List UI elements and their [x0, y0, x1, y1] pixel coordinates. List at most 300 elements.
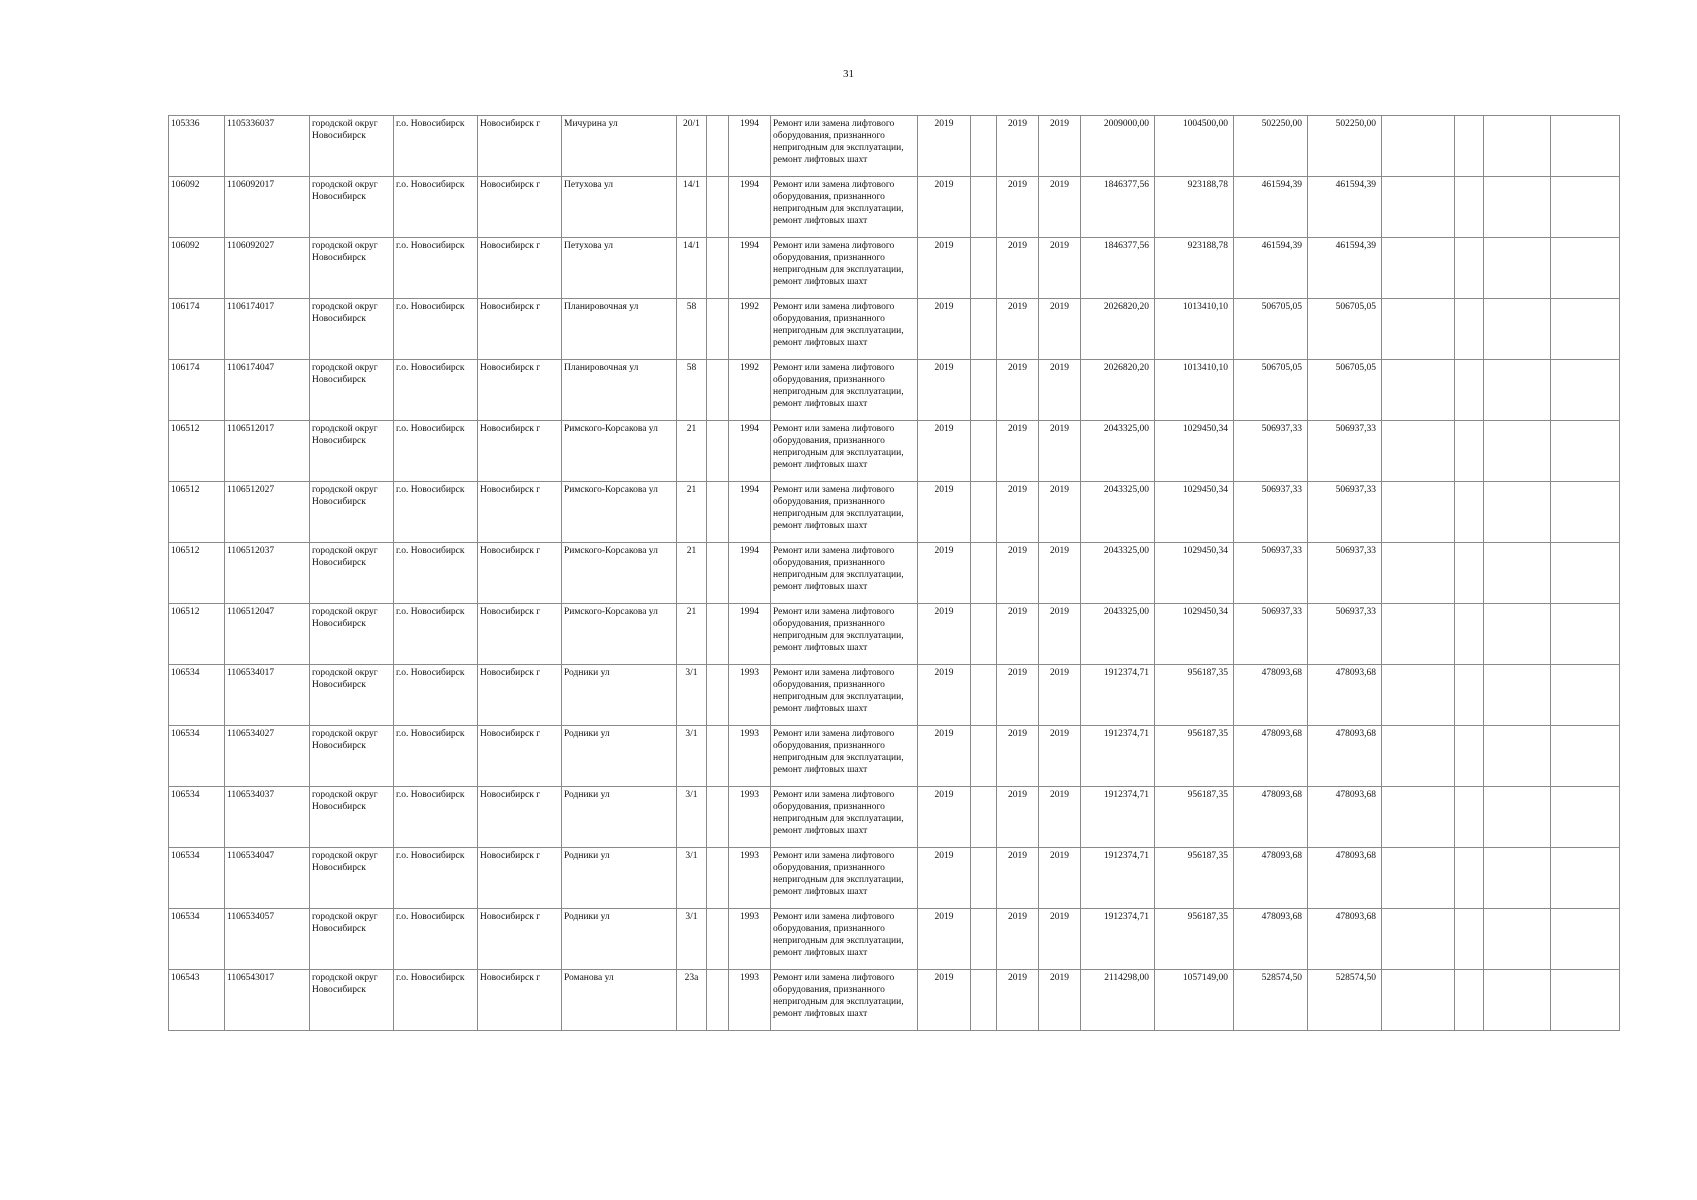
cell-empty — [1551, 665, 1620, 726]
cell-cost-total: 2114298,00 — [1081, 970, 1155, 1031]
cell-empty — [1455, 543, 1484, 604]
cell-municipality: городской округ Новосибирск — [310, 909, 394, 970]
cell-city-district: г.о. Новосибирск — [394, 116, 478, 177]
cell-work-type: Ремонт или замена лифтового оборудования, признанного непригодным для эксплуатации, ремонт лифтовых шахт — [771, 177, 918, 238]
cell-cost-region: 461594,39 — [1234, 238, 1308, 299]
cell-empty — [1455, 116, 1484, 177]
cell-house-number: 58 — [677, 360, 707, 421]
cell-empty — [707, 360, 729, 421]
cell-settlement: Новосибирск г — [478, 604, 562, 665]
cell-start-year: 2019 — [997, 604, 1039, 665]
cell-object-id: 106092 — [169, 238, 225, 299]
cell-street: Родники ул — [562, 909, 677, 970]
cell-cost-fund: 923188,78 — [1155, 177, 1234, 238]
cell-end-year: 2019 — [1039, 421, 1081, 482]
cell-settlement: Новосибирск г — [478, 543, 562, 604]
cell-street: Римского-Корсакова ул — [562, 421, 677, 482]
cell-start-year: 2019 — [997, 238, 1039, 299]
cell-cost-region: 506705,05 — [1234, 360, 1308, 421]
cell-object-id: 106512 — [169, 604, 225, 665]
cell-element-code: 1106512027 — [225, 482, 310, 543]
cell-empty — [971, 543, 997, 604]
cell-end-year: 2019 — [1039, 177, 1081, 238]
cell-work-type: Ремонт или замена лифтового оборудования, признанного непригодным для эксплуатации, ремонт лифтовых шахт — [771, 543, 918, 604]
cell-empty — [1455, 665, 1484, 726]
cell-empty — [1551, 360, 1620, 421]
page-number: 31 — [843, 68, 854, 80]
cell-work-type: Ремонт или замена лифтового оборудования, признанного непригодным для эксплуатации, ремонт лифтовых шахт — [771, 787, 918, 848]
cell-work-type: Ремонт или замена лифтового оборудования, признанного непригодным для эксплуатации, ремонт лифтовых шахт — [771, 909, 918, 970]
cell-cost-fund: 923188,78 — [1155, 238, 1234, 299]
cell-start-year: 2019 — [997, 970, 1039, 1031]
cell-year-built: 1994 — [729, 421, 771, 482]
cell-element-code: 1106512047 — [225, 604, 310, 665]
cell-cost-fund: 1029450,34 — [1155, 421, 1234, 482]
cell-empty — [707, 543, 729, 604]
cell-empty — [971, 848, 997, 909]
cell-municipality: городской округ Новосибирск — [310, 177, 394, 238]
cell-empty — [971, 238, 997, 299]
table-row — [169, 604, 1620, 665]
cell-empty — [1484, 360, 1551, 421]
cell-cost-total: 1846377,56 — [1081, 177, 1155, 238]
cell-empty — [1455, 238, 1484, 299]
cell-city-district: г.о. Новосибирск — [394, 970, 478, 1031]
cell-cost-total: 1912374,71 — [1081, 726, 1155, 787]
cell-start-year: 2019 — [997, 177, 1039, 238]
cell-cost-fund: 1013410,10 — [1155, 360, 1234, 421]
table-row — [169, 543, 1620, 604]
cell-cost-local: 506937,33 — [1308, 604, 1382, 665]
cell-house-number: 21 — [677, 482, 707, 543]
cell-cost-total: 2043325,00 — [1081, 604, 1155, 665]
cell-cost-region: 506705,05 — [1234, 299, 1308, 360]
cell-cost-region: 528574,50 — [1234, 970, 1308, 1031]
cell-house-number: 3/1 — [677, 665, 707, 726]
cell-work-type: Ремонт или замена лифтового оборудования, признанного непригодным для эксплуатации, ремонт лифтовых шахт — [771, 726, 918, 787]
cell-end-year: 2019 — [1039, 116, 1081, 177]
cell-city-district: г.о. Новосибирск — [394, 543, 478, 604]
cell-empty — [1551, 299, 1620, 360]
cell-cost-total: 2043325,00 — [1081, 421, 1155, 482]
cell-cost-local: 478093,68 — [1308, 665, 1382, 726]
cell-empty — [1551, 421, 1620, 482]
cell-cost-local: 506705,05 — [1308, 299, 1382, 360]
cell-empty — [1455, 421, 1484, 482]
cell-plan-year: 2019 — [918, 116, 971, 177]
cell-cost-total: 2043325,00 — [1081, 482, 1155, 543]
cell-empty — [707, 909, 729, 970]
cell-cost-region: 478093,68 — [1234, 726, 1308, 787]
cell-empty — [707, 787, 729, 848]
cell-cost-local: 478093,68 — [1308, 848, 1382, 909]
cell-work-type: Ремонт или замена лифтового оборудования, признанного непригодным для эксплуатации, ремонт лифтовых шахт — [771, 360, 918, 421]
cell-cost-local: 506937,33 — [1308, 421, 1382, 482]
cell-element-code: 1106174047 — [225, 360, 310, 421]
cell-street: Планировочная ул — [562, 299, 677, 360]
cell-empty — [971, 909, 997, 970]
cell-empty — [1551, 604, 1620, 665]
cell-settlement: Новосибирск г — [478, 665, 562, 726]
cell-empty — [707, 421, 729, 482]
cell-object-id: 106534 — [169, 665, 225, 726]
cell-cost-local: 461594,39 — [1308, 238, 1382, 299]
cell-cost-total: 1846377,56 — [1081, 238, 1155, 299]
cell-cost-local: 502250,00 — [1308, 116, 1382, 177]
capital-repair-table — [168, 115, 1620, 1031]
cell-municipality: городской округ Новосибирск — [310, 116, 394, 177]
cell-house-number: 3/1 — [677, 848, 707, 909]
cell-empty — [1382, 665, 1455, 726]
cell-empty — [707, 299, 729, 360]
cell-plan-year: 2019 — [918, 421, 971, 482]
cell-work-type: Ремонт или замена лифтового оборудования, признанного непригодным для эксплуатации, ремонт лифтовых шахт — [771, 482, 918, 543]
cell-empty — [1382, 360, 1455, 421]
cell-plan-year: 2019 — [918, 177, 971, 238]
cell-cost-fund: 956187,35 — [1155, 848, 1234, 909]
cell-empty — [1455, 360, 1484, 421]
cell-year-built: 1994 — [729, 482, 771, 543]
cell-municipality: городской округ Новосибирск — [310, 421, 394, 482]
cell-house-number: 14/1 — [677, 238, 707, 299]
cell-municipality: городской округ Новосибирск — [310, 787, 394, 848]
cell-cost-region: 478093,68 — [1234, 787, 1308, 848]
table-row — [169, 482, 1620, 543]
cell-settlement: Новосибирск г — [478, 848, 562, 909]
cell-house-number: 21 — [677, 421, 707, 482]
cell-settlement: Новосибирск г — [478, 299, 562, 360]
cell-year-built: 1993 — [729, 726, 771, 787]
cell-municipality: городской округ Новосибирск — [310, 726, 394, 787]
cell-year-built: 1993 — [729, 970, 771, 1031]
cell-empty — [1551, 909, 1620, 970]
cell-empty — [971, 970, 997, 1031]
cell-empty — [971, 421, 997, 482]
cell-empty — [1484, 543, 1551, 604]
cell-empty — [1382, 177, 1455, 238]
cell-cost-region: 506937,33 — [1234, 482, 1308, 543]
cell-work-type: Ремонт или замена лифтового оборудования, признанного непригодным для эксплуатации, ремонт лифтовых шахт — [771, 848, 918, 909]
cell-cost-total: 2026820,20 — [1081, 360, 1155, 421]
cell-street: Родники ул — [562, 787, 677, 848]
cell-city-district: г.о. Новосибирск — [394, 299, 478, 360]
cell-empty — [971, 482, 997, 543]
cell-municipality: городской округ Новосибирск — [310, 360, 394, 421]
cell-object-id: 106174 — [169, 360, 225, 421]
cell-object-id: 106512 — [169, 543, 225, 604]
cell-empty — [1382, 726, 1455, 787]
cell-plan-year: 2019 — [918, 360, 971, 421]
cell-cost-fund: 1029450,34 — [1155, 543, 1234, 604]
cell-start-year: 2019 — [997, 665, 1039, 726]
cell-cost-fund: 1029450,34 — [1155, 482, 1234, 543]
cell-street: Родники ул — [562, 726, 677, 787]
cell-start-year: 2019 — [997, 482, 1039, 543]
cell-house-number: 3/1 — [677, 787, 707, 848]
cell-cost-total: 1912374,71 — [1081, 787, 1155, 848]
cell-cost-total: 2009000,00 — [1081, 116, 1155, 177]
cell-house-number: 23а — [677, 970, 707, 1031]
cell-house-number: 58 — [677, 299, 707, 360]
cell-plan-year: 2019 — [918, 665, 971, 726]
cell-empty — [1382, 909, 1455, 970]
cell-empty — [1484, 848, 1551, 909]
cell-year-built: 1993 — [729, 909, 771, 970]
cell-street: Римского-Корсакова ул — [562, 543, 677, 604]
cell-cost-total: 2043325,00 — [1081, 543, 1155, 604]
cell-element-code: 1106512037 — [225, 543, 310, 604]
cell-empty — [1455, 909, 1484, 970]
cell-cost-fund: 956187,35 — [1155, 665, 1234, 726]
cell-start-year: 2019 — [997, 421, 1039, 482]
table-body — [169, 116, 1620, 1031]
table-row — [169, 726, 1620, 787]
cell-city-district: г.о. Новосибирск — [394, 177, 478, 238]
cell-plan-year: 2019 — [918, 909, 971, 970]
cell-settlement: Новосибирск г — [478, 970, 562, 1031]
cell-empty — [971, 177, 997, 238]
cell-empty — [971, 726, 997, 787]
cell-city-district: г.о. Новосибирск — [394, 665, 478, 726]
cell-cost-local: 461594,39 — [1308, 177, 1382, 238]
cell-year-built: 1993 — [729, 848, 771, 909]
cell-object-id: 105336 — [169, 116, 225, 177]
cell-settlement: Новосибирск г — [478, 482, 562, 543]
cell-end-year: 2019 — [1039, 238, 1081, 299]
cell-end-year: 2019 — [1039, 726, 1081, 787]
cell-municipality: городской округ Новосибирск — [310, 665, 394, 726]
cell-end-year: 2019 — [1039, 787, 1081, 848]
cell-empty — [1382, 848, 1455, 909]
cell-empty — [1484, 238, 1551, 299]
cell-city-district: г.о. Новосибирск — [394, 909, 478, 970]
cell-street: Романова ул — [562, 970, 677, 1031]
cell-cost-total: 2026820,20 — [1081, 299, 1155, 360]
cell-municipality: городской округ Новосибирск — [310, 970, 394, 1031]
cell-house-number: 14/1 — [677, 177, 707, 238]
cell-empty — [1551, 177, 1620, 238]
cell-plan-year: 2019 — [918, 848, 971, 909]
cell-empty — [1551, 238, 1620, 299]
cell-cost-local: 528574,50 — [1308, 970, 1382, 1031]
cell-empty — [707, 848, 729, 909]
cell-year-built: 1994 — [729, 116, 771, 177]
cell-empty — [1484, 482, 1551, 543]
cell-plan-year: 2019 — [918, 482, 971, 543]
cell-empty — [971, 787, 997, 848]
cell-city-district: г.о. Новосибирск — [394, 787, 478, 848]
cell-empty — [1484, 665, 1551, 726]
cell-plan-year: 2019 — [918, 604, 971, 665]
cell-empty — [1382, 116, 1455, 177]
cell-empty — [1484, 177, 1551, 238]
cell-plan-year: 2019 — [918, 238, 971, 299]
cell-city-district: г.о. Новосибирск — [394, 421, 478, 482]
cell-object-id: 106092 — [169, 177, 225, 238]
cell-empty — [971, 116, 997, 177]
cell-empty — [707, 177, 729, 238]
cell-start-year: 2019 — [997, 360, 1039, 421]
cell-start-year: 2019 — [997, 909, 1039, 970]
cell-house-number: 3/1 — [677, 726, 707, 787]
table-row — [169, 970, 1620, 1031]
cell-cost-total: 1912374,71 — [1081, 665, 1155, 726]
cell-object-id: 106512 — [169, 421, 225, 482]
cell-empty — [1484, 726, 1551, 787]
cell-street: Планировочная ул — [562, 360, 677, 421]
cell-settlement: Новосибирск г — [478, 238, 562, 299]
cell-empty — [971, 665, 997, 726]
cell-empty — [1551, 848, 1620, 909]
cell-end-year: 2019 — [1039, 299, 1081, 360]
cell-street: Мичурина ул — [562, 116, 677, 177]
cell-element-code: 1106534037 — [225, 787, 310, 848]
cell-element-code: 1106534047 — [225, 848, 310, 909]
cell-municipality: городской округ Новосибирск — [310, 299, 394, 360]
cell-cost-fund: 1057149,00 — [1155, 970, 1234, 1031]
cell-street: Римского-Корсакова ул — [562, 482, 677, 543]
cell-plan-year: 2019 — [918, 299, 971, 360]
cell-empty — [1551, 116, 1620, 177]
cell-start-year: 2019 — [997, 787, 1039, 848]
cell-empty — [1484, 299, 1551, 360]
cell-object-id: 106543 — [169, 970, 225, 1031]
cell-settlement: Новосибирск г — [478, 726, 562, 787]
cell-cost-region: 461594,39 — [1234, 177, 1308, 238]
cell-end-year: 2019 — [1039, 848, 1081, 909]
cell-plan-year: 2019 — [918, 787, 971, 848]
cell-object-id: 106512 — [169, 482, 225, 543]
cell-cost-region: 506937,33 — [1234, 604, 1308, 665]
cell-empty — [1484, 116, 1551, 177]
table-row — [169, 360, 1620, 421]
cell-empty — [1551, 970, 1620, 1031]
cell-empty — [707, 238, 729, 299]
cell-empty — [1382, 543, 1455, 604]
table-row — [169, 848, 1620, 909]
cell-work-type: Ремонт или замена лифтового оборудования, признанного непригодным для эксплуатации, ремонт лифтовых шахт — [771, 665, 918, 726]
cell-cost-region: 506937,33 — [1234, 421, 1308, 482]
cell-year-built: 1992 — [729, 360, 771, 421]
cell-city-district: г.о. Новосибирск — [394, 604, 478, 665]
cell-object-id: 106534 — [169, 848, 225, 909]
cell-cost-local: 478093,68 — [1308, 909, 1382, 970]
cell-empty — [1455, 177, 1484, 238]
cell-end-year: 2019 — [1039, 604, 1081, 665]
cell-start-year: 2019 — [997, 848, 1039, 909]
cell-object-id: 106534 — [169, 787, 225, 848]
table-row — [169, 909, 1620, 970]
cell-year-built: 1992 — [729, 299, 771, 360]
cell-city-district: г.о. Новосибирск — [394, 238, 478, 299]
cell-cost-region: 478093,68 — [1234, 665, 1308, 726]
cell-element-code: 1106534057 — [225, 909, 310, 970]
cell-work-type: Ремонт или замена лифтового оборудования, признанного непригодным для эксплуатации, ремонт лифтовых шахт — [771, 970, 918, 1031]
cell-start-year: 2019 — [997, 543, 1039, 604]
cell-year-built: 1994 — [729, 604, 771, 665]
cell-street: Петухова ул — [562, 238, 677, 299]
cell-empty — [1484, 787, 1551, 848]
cell-empty — [1382, 482, 1455, 543]
cell-house-number: 3/1 — [677, 909, 707, 970]
table-row — [169, 299, 1620, 360]
cell-empty — [1382, 604, 1455, 665]
cell-year-built: 1993 — [729, 665, 771, 726]
cell-city-district: г.о. Новосибирск — [394, 482, 478, 543]
cell-empty — [1484, 970, 1551, 1031]
cell-cost-region: 478093,68 — [1234, 909, 1308, 970]
cell-municipality: городской округ Новосибирск — [310, 604, 394, 665]
cell-empty — [1484, 421, 1551, 482]
cell-element-code: 1105336037 — [225, 116, 310, 177]
cell-empty — [707, 116, 729, 177]
cell-plan-year: 2019 — [918, 726, 971, 787]
cell-street: Родники ул — [562, 665, 677, 726]
cell-plan-year: 2019 — [918, 543, 971, 604]
table-row — [169, 787, 1620, 848]
cell-empty — [707, 482, 729, 543]
cell-cost-local: 506937,33 — [1308, 543, 1382, 604]
cell-element-code: 1106534027 — [225, 726, 310, 787]
cell-empty — [1551, 726, 1620, 787]
cell-end-year: 2019 — [1039, 543, 1081, 604]
cell-work-type: Ремонт или замена лифтового оборудования, признанного непригодным для эксплуатации, ремонт лифтовых шахт — [771, 421, 918, 482]
cell-work-type: Ремонт или замена лифтового оборудования, признанного непригодным для эксплуатации, ремонт лифтовых шахт — [771, 604, 918, 665]
cell-work-type: Ремонт или замена лифтового оборудования, признанного непригодным для эксплуатации, ремонт лифтовых шахт — [771, 299, 918, 360]
cell-cost-total: 1912374,71 — [1081, 909, 1155, 970]
table-row — [169, 665, 1620, 726]
cell-settlement: Новосибирск г — [478, 360, 562, 421]
cell-empty — [1455, 299, 1484, 360]
cell-cost-fund: 956187,35 — [1155, 726, 1234, 787]
cell-cost-fund: 956187,35 — [1155, 909, 1234, 970]
cell-empty — [1455, 848, 1484, 909]
cell-cost-total: 1912374,71 — [1081, 848, 1155, 909]
cell-empty — [971, 604, 997, 665]
cell-street: Родники ул — [562, 848, 677, 909]
cell-element-code: 1106092017 — [225, 177, 310, 238]
cell-object-id: 106174 — [169, 299, 225, 360]
cell-cost-local: 506937,33 — [1308, 482, 1382, 543]
cell-cost-region: 478093,68 — [1234, 848, 1308, 909]
cell-empty — [971, 299, 997, 360]
cell-empty — [1455, 604, 1484, 665]
cell-element-code: 1106512017 — [225, 421, 310, 482]
cell-street: Петухова ул — [562, 177, 677, 238]
cell-cost-fund: 956187,35 — [1155, 787, 1234, 848]
cell-cost-local: 506705,05 — [1308, 360, 1382, 421]
cell-empty — [1455, 970, 1484, 1031]
cell-empty — [971, 360, 997, 421]
cell-cost-region: 506937,33 — [1234, 543, 1308, 604]
cell-empty — [1382, 970, 1455, 1031]
cell-settlement: Новосибирск г — [478, 909, 562, 970]
cell-cost-fund: 1004500,00 — [1155, 116, 1234, 177]
cell-element-code: 1106543017 — [225, 970, 310, 1031]
cell-empty — [707, 726, 729, 787]
cell-end-year: 2019 — [1039, 360, 1081, 421]
cell-empty — [1382, 299, 1455, 360]
cell-cost-local: 478093,68 — [1308, 787, 1382, 848]
cell-element-code: 1106092027 — [225, 238, 310, 299]
cell-empty — [1382, 787, 1455, 848]
cell-element-code: 1106534017 — [225, 665, 310, 726]
cell-empty — [707, 665, 729, 726]
cell-empty — [1551, 787, 1620, 848]
cell-end-year: 2019 — [1039, 482, 1081, 543]
cell-plan-year: 2019 — [918, 970, 971, 1031]
table-row — [169, 421, 1620, 482]
